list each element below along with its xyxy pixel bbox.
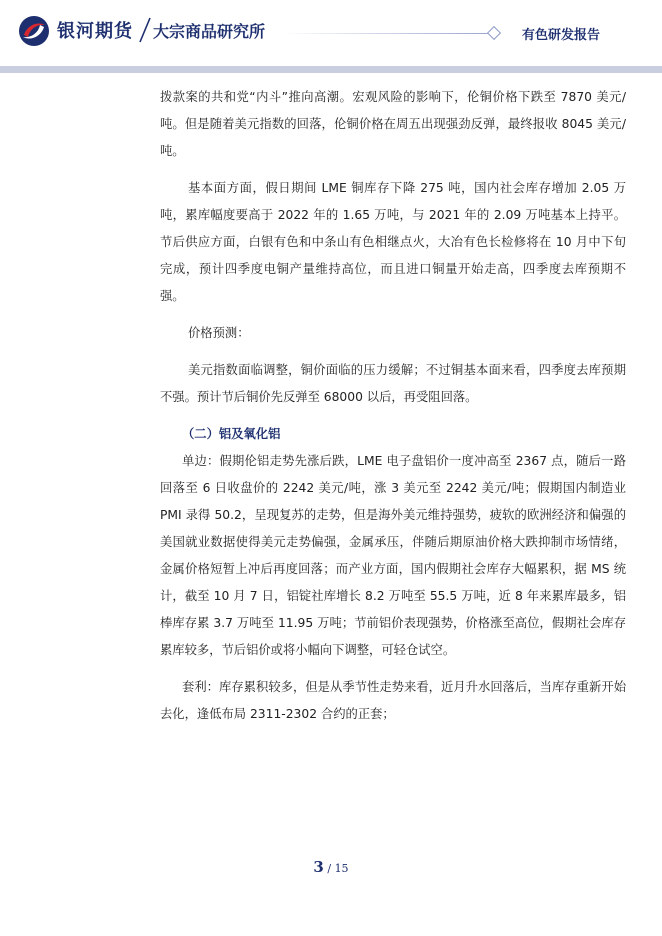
body-paragraph: 美元指数面临调整，铜价面临的压力缓解；不过铜基本面来看，四季度去库预期不强。预计节后铜价先反弹至 68000 以后，再受阻回落。 [160, 363, 626, 404]
section-heading: （二）铝及氧化铝 [182, 427, 281, 441]
page-number [0, 858, 662, 876]
page-separator: / [323, 862, 335, 875]
report-type-label: 有色研发报告 [522, 28, 601, 43]
galaxy-futures-logo-icon [18, 15, 50, 47]
page-current: 3 [313, 858, 324, 876]
header-rule [282, 33, 488, 34]
body-paragraph: 单边：假期伦铝走势先涨后跌，LME 电子盘铝价一度冲高至 2367 点，随后一路回落至 6 日收盘价的 2242 美元/吨，涨 3 美元至 2242 美元/吨；假期国内制造业 PMI 录得 50.2，呈现复苏的走势，但是海外美元维持强势，疲软的欧洲经济和偏强的美国就业数据使得美元走势偏强，金属承压，伴随后期原油价格大跌抑制市场情绪，金属价格短暂上冲后再度回落；而产业方面，国内假期社会库存大幅累积，据 MS 统计，截至 10 月 7 日，铝锭社库增长 8.2 万吨至 55.5 万吨，近 8 年来累库最多，铝棒库存累 3.7 万吨至 11.95 万吨；节前铝价表现强势，价格涨至高位，假期社会库存累库较多，节后铝价或将小幅向下调整，可轻仓试空。 [160, 454, 626, 657]
diamond-icon [487, 26, 501, 40]
page-header [0, 0, 662, 66]
page-total: 15 [334, 862, 349, 875]
report-body [160, 84, 626, 728]
body-paragraph: 价格预测： [188, 326, 250, 340]
institute-name: 大宗商品研究所 [153, 22, 266, 41]
body-paragraph: 拨款案的共和党“内斗”推向高潮。宏观风险的影响下，伦铜价格下跌至 7870 美元/吨。但是随着美元指数的回落，伦铜价格在周五出现强劲反弹，最终报收 8045 美元/吨。 [160, 90, 626, 158]
slash-divider-icon [138, 17, 152, 43]
body-paragraph: 基本面方面，假日期间 LME 铜库存下降 275 吨，国内社会库存增加 2.05 万吨，累库幅度要高于 2022 年的 1.65 万吨，与 2021 年的 2.09 万吨基本上持平。节后供应方面，白银有色和中条山有色相继点火，大冶有色长检修将在 10 月中下旬完成，预计四季度电铜产量维持高位，而且进口铜量开始走高，四季度去库预期不强。 [160, 181, 626, 303]
body-paragraph: 套利：库存累积较多，但是从季节性走势来看，近月升水回落后，当库存重新开始去化，逢低布局 2311-2302 合约的正套； [160, 680, 626, 721]
header-band [0, 66, 662, 73]
brand-name: 银河期货 [57, 21, 133, 42]
